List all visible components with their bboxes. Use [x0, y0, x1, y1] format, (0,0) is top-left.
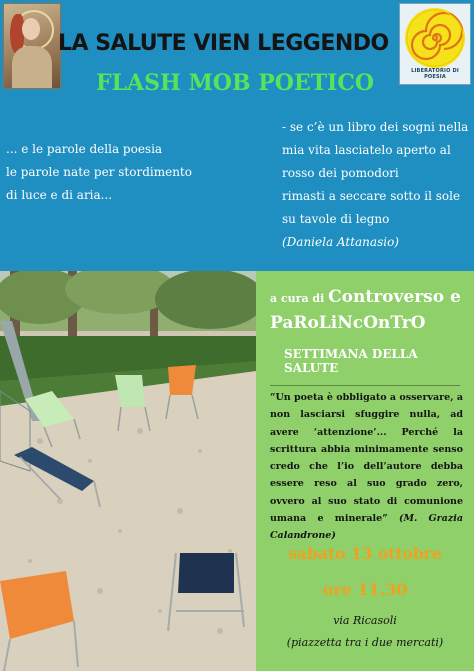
poem-line: - se c’è un libro dei sogni nella: [282, 120, 469, 134]
page-subtitle: FLASH MOB POETICO: [95, 70, 375, 96]
logo-text: LIBERATORIO DI POESIA: [411, 68, 459, 80]
organizer-1: Controverso e: [328, 287, 461, 307]
poem-line: di luce e di aria...: [6, 188, 113, 202]
header-panel: [0, 0, 474, 271]
art-nouveau-illustration: [3, 3, 61, 89]
quote-block: [270, 389, 463, 545]
event-time: ore 11.30: [322, 580, 408, 599]
poem-line: ... e le parole della poesia: [6, 142, 163, 156]
quote-text: “Un poeta è obbligato a osservare, a non lasciarsi sfuggire nulla, ad avere ‘attenzione’... Perché la scrittura abbia minimamente senso credo che l’io dell’autore debba essere reso al suo grado zero, ovvero al suo stato di comunione umana e minerale”: [270, 392, 463, 525]
quote-author: (M. Grazia Calandrone): [270, 513, 463, 542]
divider: [270, 385, 460, 386]
curated-prefix: a cura di: [270, 292, 325, 305]
event-street: via Ricasoli: [333, 614, 397, 627]
curated-by: [270, 287, 470, 307]
poem-line: le parole nate per stordimento: [6, 165, 192, 179]
event-week: SETTIMANA DELLA SALUTE: [284, 347, 418, 375]
event-date: sabato 13 ottobre: [288, 544, 442, 563]
event-place-note: (piazzetta tra i due mercati): [286, 636, 444, 649]
courtyard-photo: [0, 271, 256, 671]
poem-line: mia vita lasciatelo aperto al: [282, 143, 451, 157]
poem-line: rimasti a seccare sotto il sole: [282, 189, 461, 203]
info-panel: [256, 271, 474, 671]
spiral-logo-icon: [405, 8, 465, 68]
poem-line: rosso dei pomodori: [282, 166, 399, 180]
poem-right: [282, 116, 472, 254]
poem-left: [6, 138, 226, 207]
page-title: LA SALUTE VIEN LEGGENDO: [58, 31, 389, 56]
poem-author: (Daniela Attanasio): [282, 235, 399, 249]
organizer-2: PaRoLiNcOnTrO: [270, 313, 426, 333]
poem-line: su tavole di legno: [282, 212, 390, 226]
logo-badge: [399, 3, 471, 85]
